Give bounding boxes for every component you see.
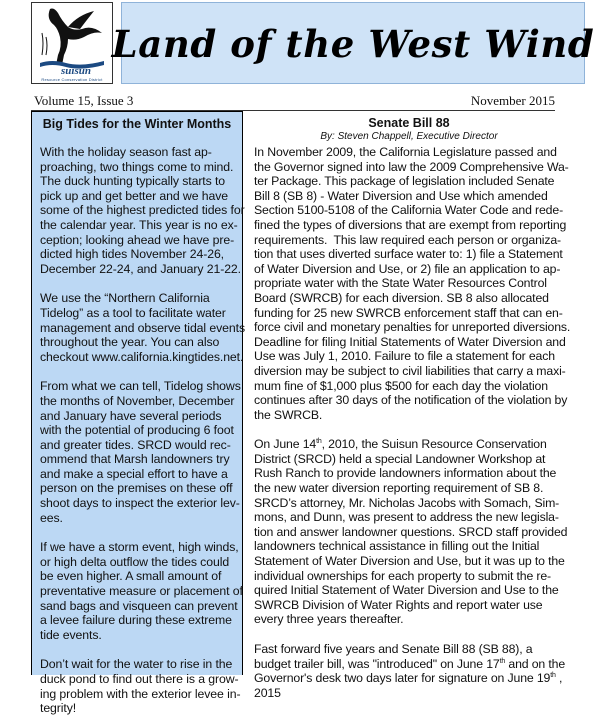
logo-wordmark: suisun	[61, 65, 91, 77]
text-run: , 2010, the Suisun Resource Conservation District (SRCD) held a special Landowner Workshop at Rush Ranch to provide landowners information about the the new water diversion reporting requirement of SB 8. SRCD’s attorney, Mr. Nicholas Jacobs with Somach, Sim- mons, and Dunn, was present to address the new legisla- tion and answer landowner questions. SRCD staff provided landowners technical assistance in filling out the Initial Statement of Water Diversion and Use, but it was up to the individual ownerships for each property to submit the re- quired Initial Statement of Water Diversion and Use to the SWRCB Division of Water Rights and report water use every three years thereafter.	[254, 437, 568, 627]
masthead	[0, 0, 600, 88]
logo-subtitle: Resource Conservation District	[41, 77, 103, 82]
text-run: , 2015	[254, 671, 563, 700]
article-title: Senate Bill 88	[368, 116, 450, 130]
sidebar-article	[31, 111, 245, 716]
sidebar-paragraph: If we have a storm event, high winds, or high delta outflow the tides could be even higher. A small amount of preventative measure or placement of sand bags and visqueen can prevent a levee failure during these extreme tide events.	[40, 540, 243, 642]
sidebar-paragraph: With the holiday season fast ap- proaching, two things come to mind. The duck hunting typically starts to pick up and get better and we have some of the highest predicted tides for the calendar year. This year is no ex- ception; looking ahead we have pre- dicted high tides November 24-26, December 22-24, and January 21-22.	[40, 145, 245, 276]
issue-date: November 2015	[470, 93, 555, 108]
sidebar-paragraph: We use the “Northern California Tidelog” as a tool to facilitate water management and observe tidal events throughout the year. You can also checkout www.california.kingtides.net.	[40, 291, 245, 364]
superscript: th	[550, 672, 556, 680]
newsletter-title-banner	[111, 2, 595, 84]
newsletter-title: Land of the West Wind	[111, 22, 595, 66]
text-run: and on the Governor's desk two days later for signature on June 19	[254, 656, 566, 686]
sidebar-paragraph: From what we can tell, Tidelog shows the months of November, December and January have several periods with the potential of producing 6 foot and greater tides. SRCD would rec- ommend that Marsh landowners try and make a special effort to have a person on the premises on these off shoot days to inspect the exterior lev- ees.	[40, 379, 241, 525]
text-run: On June 14	[254, 437, 317, 452]
suisun-logo	[31, 2, 113, 84]
volume-issue: Volume 15, Issue 3	[34, 93, 134, 108]
article-paragraph	[254, 642, 564, 700]
article-byline: By: Steven Chappell, Executive Director	[320, 131, 498, 142]
issue-line	[31, 90, 555, 111]
main-article	[254, 111, 571, 700]
superscript: th	[316, 438, 322, 446]
article-paragraph	[254, 437, 568, 627]
sidebar-heading: Big Tides for the Winter Months	[42, 117, 232, 131]
text-run: Fast forward five years and Senate Bill 88 (SB 88), a budget trailer bill, was "introduced" on June 17	[254, 642, 533, 671]
superscript: th	[499, 657, 506, 665]
article-paragraph: In November 2009, the California Legislature passed and the Governor signed into law the 2009 Comprehensive Wa- ter Package. This package of legislation included Senate Bill 8 (SB 8) - Water Diversion and Use which amended Section 5100-5108 of the California Water Code and rede- fined the types of diversions that are exempt from reporting requirements. This law required each person or organiza- tion that uses diverted surface water to: 1) file a Statement of Water Diversion and Use, or 2) file an application to ap- propriate water with the State Water Resources Control Board (SWRCB) for each diversion. SB 8 also allocated funding for 25 new SWRCB enforcement staff that can en- force civil and monetary penalties for unreported diversions. Deadline for filing Initial Statements of Water Diversion and Use was July 1, 2010. Failure to file a statement for each diversion may be subject to civil liabilities that carry a maxi- mum fine of $1,000 plus $500 for each day the violation continues after 30 days of the notification of the violation by the SWRCB.	[254, 145, 571, 422]
sidebar-paragraph: Don’t wait for the water to rise in the duck pond to find out there is a grow- ing problem with the exterior levee in- tegrity!	[40, 657, 241, 716]
